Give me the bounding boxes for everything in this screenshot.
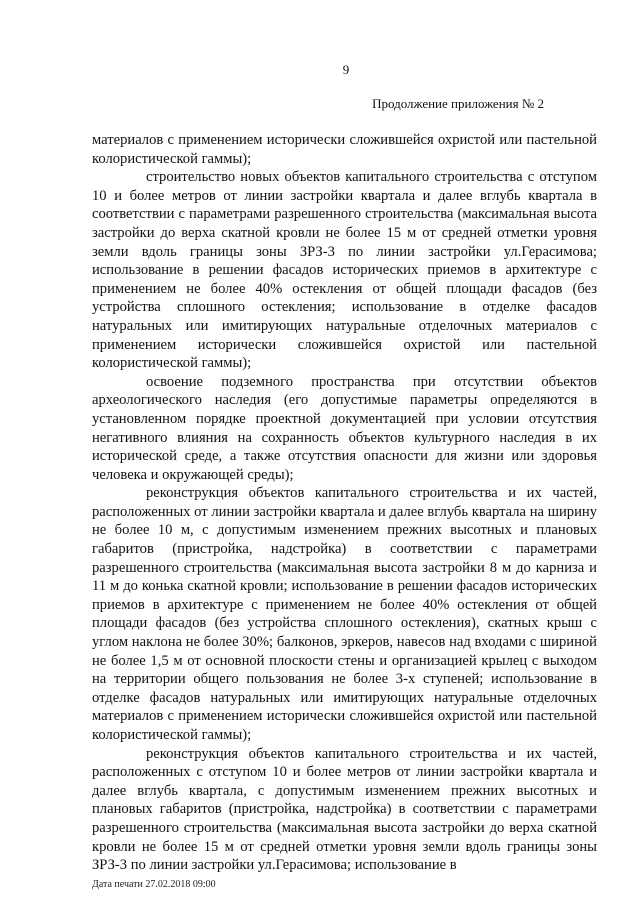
appendix-note: Продолжение приложения № 2	[372, 96, 544, 111]
paragraph: реконструкция объектов капитального строительства и их частей, расположенных с отступом 10 и более метров от линии застройки квартала и далее вглубь квартала, с допустимым изменением прежних высотных и плановых габаритов (пристройка, надстройка) в соответствии с параметрами разрешенного строительства (максимальная высота застройки до верха скатной кровли не более 15 м от средней отметки уровня земли вдоль границы зоны ЗРЗ-3 по линии застройки ул.Герасимова; использование в	[92, 745, 597, 874]
page-number: 9	[342, 62, 350, 77]
paragraph: реконструкция объектов капитального строительства и их частей, расположенных от линии застройки квартала и далее вглубь квартала на ширину не более 10 м, с допустимым изменением прежних высотных и плановых габаритов (пристройка, надстройка) в соответствии с параметрами разрешенного строительства (максимальная высота застройки 8 м до карниза и 11 м до конька скатной кровли; использование в решении фасадов исторических приемов в архитектуре с применением не более 40% остекления от общей площади фасадов (без устройства сплошного остекления), скатных крыш с углом наклона не более 30%; балконов, эркеров, навесов над входами с шириной не более 1,5 м от основной плоскости стены и организацией крылец с выходом на территории общего пользования не более 3-х ступеней; использование в отделке фасадов натуральных или имитирующих натуральные отделочных материалов с применением исторически сложившейся охристой или пастельной колористической гаммы);	[92, 485, 597, 743]
print-date: Дата печати 27.02.2018 09:00	[92, 879, 216, 890]
paragraph-continued: материалов с применением исторически сложившейся охристой или пастельной колористической гаммы);	[92, 132, 597, 167]
paragraph: строительство новых объектов капитального строительства с отступом 10 и более метров от линии застройки квартала и далее вглубь квартала в соответствии с параметрами разрешенного строительства (максимальная высота застройки до верха скатной кровли не более 15 м от средней отметки уровня земли вдоль границы зоны ЗРЗ-3 по линии застройки ул.Герасимова; использование в решении фасадов исторических приемов в архитектуре с применением не более 40% остекления от общей площади фасадов (без устройства сплошного остекления; использование в отделке фасадов натуральных или имитирующих натуральные отделочных материалов с применением исторически сложившейся охристой или пастельной колористической гаммы);	[92, 169, 597, 372]
paragraph: освоение подземного пространства при отсутствии объектов археологического наследия (его допустимые параметры определяются в установленном порядке проектной документацией при условии отсутствия негативного влияния на сохранность объектов культурного наследия в их исторической среде, а также отсутствия опасности для жизни или здоровья человека и окружающей среды);	[92, 373, 597, 483]
document-body	[92, 131, 597, 875]
